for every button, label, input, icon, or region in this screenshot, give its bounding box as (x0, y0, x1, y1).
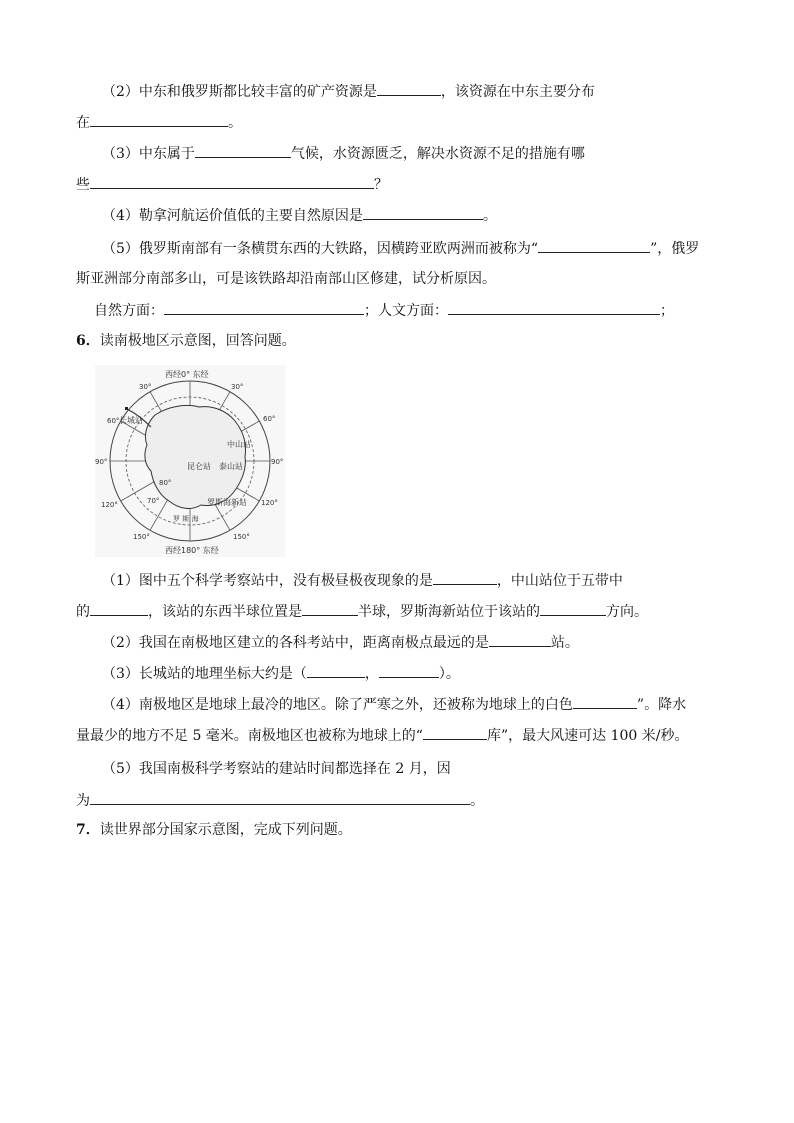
q5-part5-line3 (94, 300, 674, 321)
q5-part3-end: ？ (374, 177, 388, 193)
q6-part1-blank4[interactable] (540, 601, 606, 616)
map-sea-ross: 罗 斯 海 (173, 515, 199, 523)
q6-part1-blank1[interactable] (433, 570, 497, 585)
q6-part2-blank[interactable] (489, 632, 551, 647)
q5-part5-human-label: ；人文方面： (364, 303, 448, 319)
q6-part1-text2: ，中山站位于五带中 (496, 573, 623, 589)
q5-part5-natural-blank[interactable] (164, 300, 364, 315)
q5-part3-blank1[interactable] (195, 143, 291, 158)
q6-part3-blank1[interactable] (307, 663, 365, 678)
map-lon-30-west: 30° (139, 383, 152, 391)
map-station-rosssea: 罗斯海新站 (207, 498, 247, 507)
q6-part1-end: 方向。 (606, 604, 648, 620)
map-station-kunlun: 昆仑站 (187, 462, 211, 471)
q6-part2-end: 站。 (550, 635, 579, 651)
q7-number: 7． (76, 822, 100, 838)
q6-title-line (76, 331, 296, 351)
q6-part1-text: （1）图中五个科学考察站中，没有极昼极夜现象的是 (102, 573, 433, 589)
q5-part4-text: （4）勒拿河航运价值低的主要自然原因是 (102, 208, 363, 224)
map-lon-150-east: 150° (233, 533, 250, 541)
q6-part5-text: （5）我国南极科学考察站的建站时间都选择在 2 月，因 (102, 761, 451, 777)
q6-part2-text: （2）我国在南极地区建立的各科考站中，距离南极点最远的是 (102, 635, 489, 651)
map-lon-60-east: 60° (263, 415, 276, 423)
map-lat-80: 80° (159, 479, 172, 487)
map-lon-30-east: 30° (231, 383, 244, 391)
q5-part5-line1 (102, 238, 699, 259)
q6-part1-text3: 的 (76, 604, 90, 620)
q5-part5-human-blank[interactable] (448, 300, 660, 315)
q6-part1-line2 (76, 601, 648, 622)
map-bottom-label: 西经180° 东经 (165, 546, 219, 555)
q6-part2-line (102, 632, 579, 653)
map-lon-150-west: 150° (133, 533, 150, 541)
q6-part4-end: 库”，最大风速可达 100 米/秒。 (486, 728, 689, 744)
q6-part4-text2: ”。降水 (636, 697, 687, 713)
q6-number: 6． (76, 333, 100, 349)
q5-part4-end: 。 (482, 208, 497, 224)
q6-part5-line1 (102, 759, 451, 779)
q5-part2-line2 (76, 112, 242, 133)
q5-part5-natural-label: 自然方面： (94, 303, 164, 319)
q7-title: 读世界部分国家示意图，完成下列问题。 (99, 822, 352, 838)
q6-part5-blank[interactable] (90, 790, 470, 805)
map-lat-70: 70° (147, 497, 160, 505)
q5-part2-line1 (102, 81, 595, 102)
q6-part1-blank3[interactable] (302, 601, 358, 616)
q6-part4-line1 (102, 694, 686, 715)
q5-part2-text: （2）中东和俄罗斯都比较丰富的矿产资源是 (102, 84, 377, 100)
antarctica-map (95, 365, 285, 557)
q5-part2-text2: ，该资源在中东主要分布 (440, 84, 595, 100)
station-changcheng-marker (125, 407, 128, 410)
map-station-taishan: 泰山站 (219, 462, 243, 471)
q5-part4-blank[interactable] (363, 205, 483, 220)
q5-part5-blank[interactable] (538, 238, 650, 253)
q6-part1-text4: ，该站的东西半球位置是 (148, 604, 302, 620)
map-lon-120-west: 120° (101, 501, 118, 509)
q5-part5-end: ； (660, 303, 674, 319)
q6-part1-text5: 半球，罗斯海新站位于该站的 (358, 604, 540, 620)
q5-part3-text2: 气候，水资源匮乏，解决水资源不足的措施有哪 (290, 146, 585, 162)
q5-part5-text3: 斯亚洲部分南部多山，可是该铁路却沿南部山区修建，试分析原因。 (76, 271, 496, 287)
q5-part2-text3: 在 (76, 115, 90, 131)
q5-part3-line2 (76, 174, 388, 195)
q5-part3-blank2[interactable] (90, 174, 374, 189)
q5-part2-end: 。 (228, 115, 242, 131)
q6-part3-line (102, 663, 460, 684)
q6-part4-blank1[interactable] (573, 694, 637, 709)
q5-part2-blank2[interactable] (90, 112, 228, 127)
map-lon-90-east: 90° (271, 458, 284, 466)
antarctica-coastline (145, 405, 246, 508)
q6-part3-text: （3）长城站的地理坐标大约是（ (102, 666, 307, 682)
q6-part5-end: 。 (470, 793, 484, 809)
map-top-label: 西经0° 东经 (165, 370, 209, 379)
q6-title: 读南极地区示意图，回答问题。 (99, 333, 296, 349)
q6-part3-comma: ， (364, 666, 379, 682)
q6-part4-text: （4）南极地区是地球上最冷的地区。除了严寒之外，还被称为地球上的白色 (102, 697, 573, 713)
map-station-zhongshan: 中山站 (227, 440, 251, 449)
q6-part3-blank2[interactable] (379, 663, 439, 678)
q5-part3-text: （3）中东属于 (102, 146, 195, 162)
q6-part4-line2 (76, 725, 688, 746)
q5-part5-line2 (76, 269, 496, 289)
map-lon-90-west: 90° (95, 458, 108, 466)
q7-title-line (76, 820, 352, 840)
q6-part5-text2: 为 (76, 793, 90, 809)
q5-part3-line1 (102, 143, 585, 164)
q5-part5-text: （5）俄罗斯南部有一条横贯东西的大铁路，因横跨亚欧两洲而被称为“ (102, 241, 539, 257)
q5-part4-line (102, 205, 497, 226)
map-station-changcheng: 长城站 (119, 416, 143, 425)
q5-part2-blank1[interactable] (377, 81, 441, 96)
map-lon-120-east: 120° (261, 499, 278, 507)
q6-part5-line2 (76, 790, 484, 811)
map-lon-60-west: 60° (107, 417, 120, 425)
q6-part4-blank2[interactable] (423, 725, 487, 740)
q5-part5-text2: ”，俄罗 (650, 241, 700, 257)
q6-part1-blank2[interactable] (90, 601, 148, 616)
q6-part1-line1 (102, 570, 623, 591)
q6-part3-end: ）。 (438, 666, 460, 682)
q6-part4-text3: 量最少的地方不足 5 毫米。南极地区也被称为地球上的“ (76, 728, 423, 744)
q5-part3-text3: 些 (76, 177, 90, 193)
